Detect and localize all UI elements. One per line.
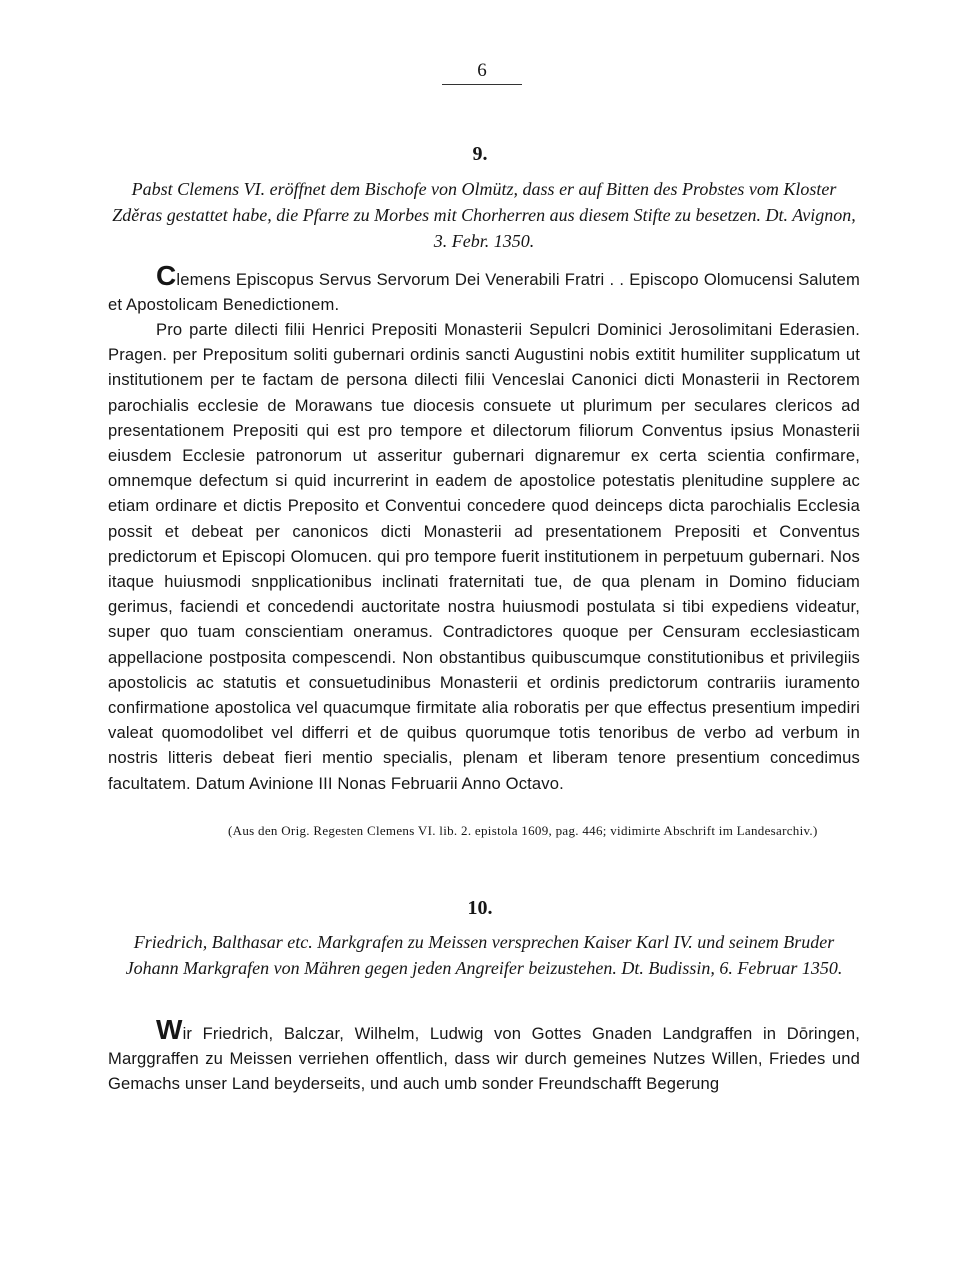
initial-letter-w: W: [156, 1014, 183, 1045]
document-heading-9: Pabst Clemens VI. eröffnet dem Bischofe von Olmütz, dass er auf Bitten des Probstes vom Kloster Zděras gestattet habe, die Pfarre zu Morbes mit Chorherren aus diesem Stifte zu besetzen. Dt. Avignon, 3. Febr. 1350.: [112, 179, 856, 251]
page-number: 6: [477, 60, 487, 81]
initial-letter-c: C: [156, 260, 177, 291]
salutation-paragraph: [108, 260, 860, 317]
source-note: (Aus den Orig. Regesten Clemens VI. lib. 2. epistola 1609, pag. 446; vidimirte Abschrift im Landesarchiv.): [228, 823, 818, 838]
document-body-9: Pro parte dilecti filii Henrici Prepositi Monasterii Sepulcri Dominici Jerosolimitani Ederasien. Pragen. per Prepositum soliti gubernari ordinis sancti Augustini nobis extitit humiliter supplicatum ut institutionem per te factam de persona dilecti filii Venceslai Canonici dicti Monasterii in Rectorem parochialis ecclesie de Morawans tue diocesis consuete ut plurimum per seculares clericos ad presentationem Prepositi qui est pro tempore et dilectorum filiorum Conventus ipsius Monasterii eiusdem Ecclesie patronorum ut asseritur gubernari dignaremur ex certa scientia confirmare, omnemque defectum si quid incurrerint in eadem de apostolice potestatis plenitudine supplere ac etiam ordinare et dictis Preposito et Conventui concedere quod deinceps dicta parochialis Ecclesia possit et debeat per canonicos dicti Monasterii ad presentationem Prepositi et Conventus predictorum et Episcopi Olomucen. qui pro tempore fuerit institutionem in perpetuum gubernari. Nos itaque huiusmodi snpplicationibus inclinati fraternitati tue, de qua plenam in Domino fiduciam gerimus, faciendi et concedendi auctoritate nostra huiusmodi postulata si tibi expediens videatur, super quo tuam conscientiam oneramus. Contradictores quoque per Censuram ecclesiasticam appellacione postposita compescendi. Non obstantibus quibuscumque constitutionibus et privilegiis apostolicis ac statutis et consuetudinibus Monasterii et ordinis predictorum contrariis iuramento confirmatione apostolica vel quacumque firmitate alia roboratis per que effectus presentium impediri valeat quomodolibet vel differri et de quibus quorumque totis tenoribus de verbo ad verbum in nostris litteris debeat fieri mentio specialis, plenam et liberam tenore presentium concedimus facultatem. Datum Avinione III Nonas Februarii Anno Octavo.: [108, 320, 860, 793]
document-number-10: 10.: [467, 897, 493, 919]
salutation-text: lemens Episcopus Servus Servorum Dei Venerabili Fratri . . Episcopo Olomucensi Salutem et Apostolicam Benedictionem.: [108, 270, 860, 315]
document-body-10-text: ir Friedrich, Balczar, Wilhelm, Ludwig von Gottes Gnaden Landgraffen in Dōringen, Marggraffen zu Meissen verriehen offentlich, dass wir durch gemeines Nutzes Willen, Friedes und Gemachs unser Land beyderseits, und auch umb sonder Freundschafft Begerung: [108, 1024, 860, 1094]
document-number-9: 9.: [472, 143, 488, 165]
page-number-rule: [442, 84, 522, 85]
document-heading-10: Friedrich, Balthasar etc. Markgrafen zu Meissen versprechen Kaiser Karl IV. und seinem Bruder Johann Markgrafen von Mähren gegen jeden Angreifer beizustehen. Dt. Budissin, 6. Februar 1350.: [125, 932, 843, 978]
document-body-10: [108, 1014, 860, 1097]
